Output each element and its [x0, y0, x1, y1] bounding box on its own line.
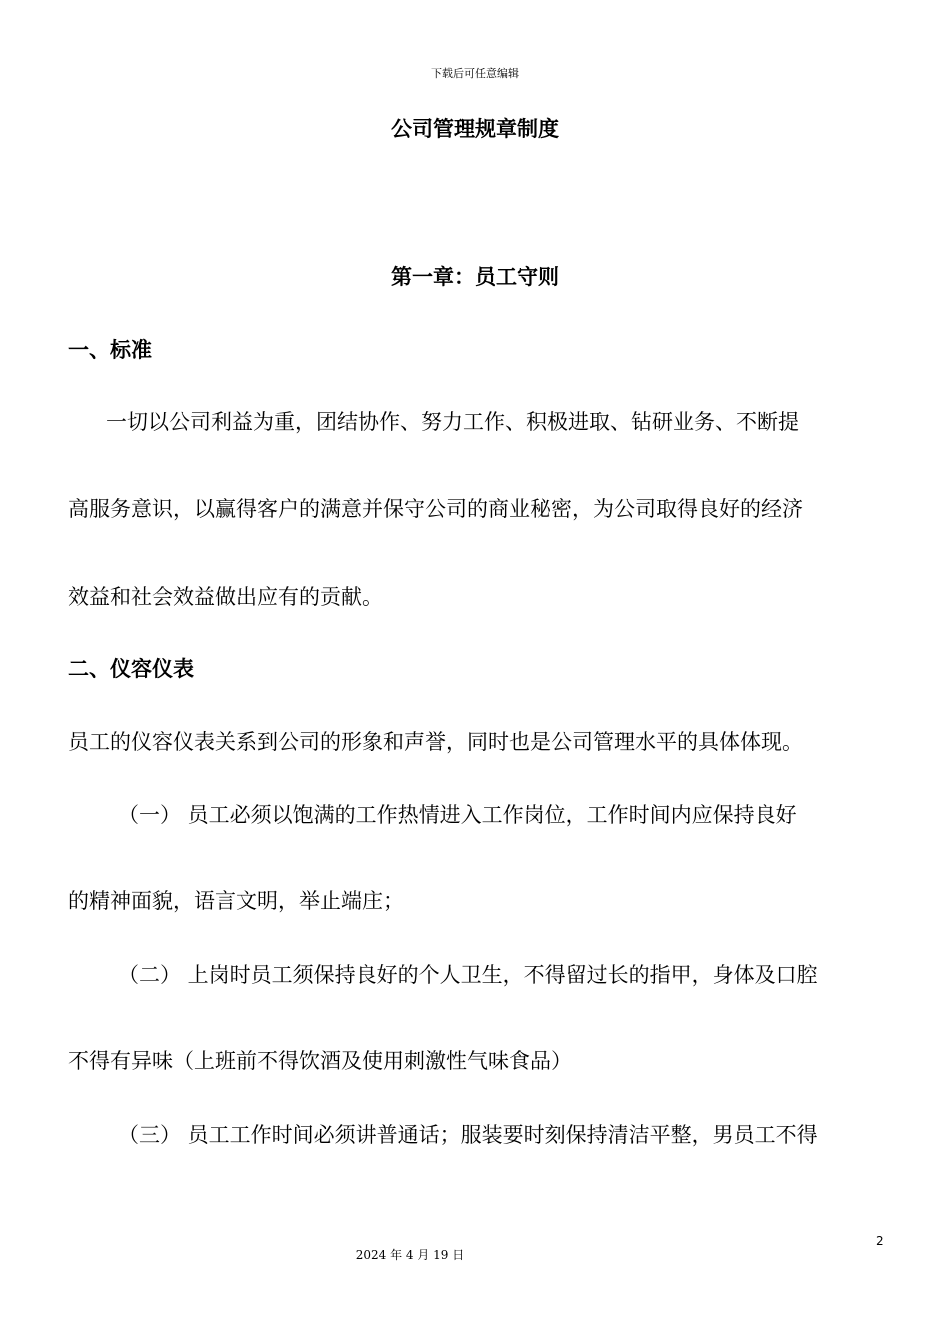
section1-paragraph-line: 效益和社会效益做出应有的贡献。 [68, 585, 383, 609]
document-title: 公司管理规章制度 [391, 117, 559, 141]
section-heading-appearance: 二、仪容仪表 [68, 657, 194, 681]
section2-intro: 员工的仪容仪表关系到公司的形象和声誉，同时也是公司管理水平的具体体现。 [68, 730, 803, 754]
section1-paragraph-line: 高服务意识，以赢得客户的满意并保守公司的商业秘密，为公司取得良好的经济 [68, 497, 803, 521]
rule-item-1-line-1: （一） 员工必须以饱满的工作热情进入工作岗位，工作时间内应保持良好 [118, 803, 797, 827]
header-note: 下载后可任意编辑 [431, 67, 519, 80]
page-number: 2 [876, 1234, 884, 1248]
rule-item-3-line-1: （三） 员工工作时间必须讲普通话；服装要时刻保持清洁平整，男员工不得 [118, 1123, 818, 1147]
rule-item-2-line-1: （二） 上岗时员工须保持良好的个人卫生，不得留过长的指甲，身体及口腔 [118, 963, 818, 987]
rule-item-2-line-2: 不得有异味（上班前不得饮酒及使用刺激性气味食品） [68, 1049, 572, 1073]
rule-item-1-line-2: 的精神面貌，语言文明，举止端庄； [68, 889, 404, 913]
footer-date: 2024 年 4 月 19 日 [355, 1248, 465, 1262]
section1-paragraph-line: 一切以公司利益为重，团结协作、努力工作、积极进取、钻研业务、不断提 [106, 410, 799, 434]
section-heading-standard: 一、标准 [68, 338, 152, 362]
chapter-title: 第一章：员工守则 [391, 265, 559, 289]
